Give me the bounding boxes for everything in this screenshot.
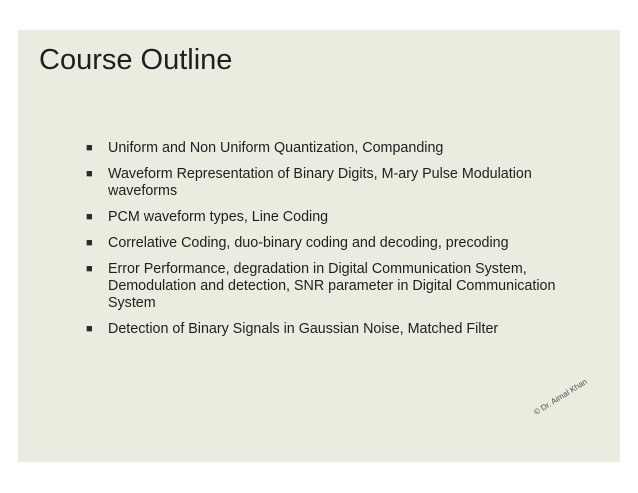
list-item [86,235,556,252]
list-item [86,321,556,338]
bullet-text: PCM waveform types, Line Coding [108,209,329,225]
bullet-square-icon: ■ [86,211,93,223]
bullet-text: Detection of Binary Signals in Gaussian Noise, Matched Filter [108,321,499,337]
list-item [86,261,556,312]
slide-title: Course Outline [39,44,233,76]
bullet-text: Uniform and Non Uniform Quantization, Companding [108,140,444,156]
bullet-square-icon: ■ [86,142,93,154]
bullet-square-icon: ■ [86,323,93,335]
list-item [86,209,556,226]
bullet-text: Waveform Representation of Binary Digits, M-ary Pulse Modulation waveforms [108,166,532,199]
copyright-watermark: © Dr. Aimal Khan [532,377,589,417]
bullet-text: Correlative Coding, duo-binary coding and decoding, precoding [108,235,509,251]
bullet-text: Error Performance, degradation in Digital Communication System, Demodulation and detection, SNR parameter in Digital Communication System [108,261,556,311]
bullet-list [86,140,556,347]
list-item [86,166,556,200]
bullet-square-icon: ■ [86,237,93,249]
bullet-square-icon: ■ [86,168,93,180]
list-item [86,140,556,157]
bullet-square-icon: ■ [86,263,93,275]
slide [18,30,620,462]
